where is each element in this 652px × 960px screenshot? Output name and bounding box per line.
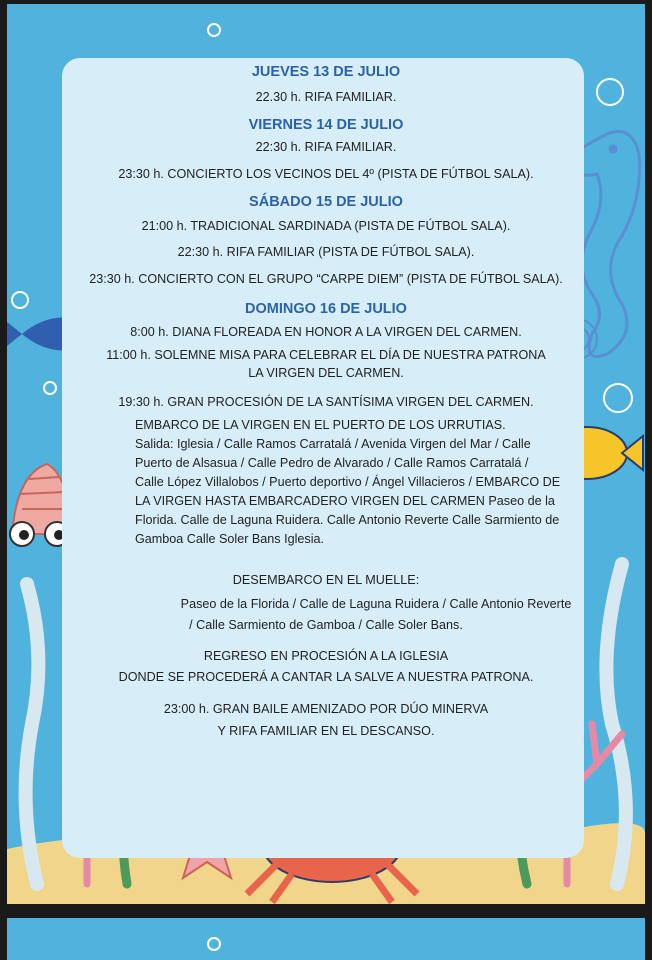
event-line: 8:00 h. DIANA FLOREADA EN HONOR A LA VIRGEN DEL CARMEN. — [130, 325, 522, 339]
event-line: LA VIRGEN DEL CARMEN. — [248, 366, 404, 380]
event-line: 22.30 h. RIFA FAMILIAR. — [255, 90, 397, 104]
event-line: 22:30 h. RIFA FAMILIAR. — [255, 140, 397, 154]
event-line: 22:30 h. RIFA FAMILIAR (PISTA DE FÚTBOL SALA). — [177, 245, 475, 259]
desembarco-title: DESEMBARCO EN EL MUELLE: — [232, 573, 420, 587]
event-line: 11:00 h. SOLEMNE MISA PARA CELEBRAR EL DÍA DE NUESTRA PATRONA — [106, 348, 546, 362]
embarco-line: Florida. Calle de Laguna Ruidera. Calle Antonio Reverte Calle Sarmiento de — [135, 513, 560, 527]
embarco-line: Puerto de Alsasua / Calle Pedro de Alvarado / Calle Ramos Carratalá / — [135, 456, 529, 470]
poster — [7, 4, 645, 904]
day-heading-sabado: SÁBADO 15 DE JULIO — [249, 194, 403, 210]
desembarco-line: / Calle Sarmiento de Gamboa / Calle Soler Bans. — [189, 618, 463, 632]
baile-line: Y RIFA FAMILIAR EN EL DESCANSO. — [217, 724, 435, 738]
day-heading-jueves: JUEVES 13 DE JULIO — [251, 64, 401, 80]
desembarco-line: Paseo de la Florida / Calle de Laguna Ruidera / Calle Antonio Reverte — [180, 597, 572, 611]
baile-line: 23:00 h. GRAN BAILE AMENIZADO POR DÚO MINERVA — [163, 702, 489, 716]
next-poster-top — [7, 918, 645, 960]
regreso-line: DONDE SE PROCEDERÁ A CANTAR LA SALVE A NUESTRA PATRONA. — [118, 670, 534, 684]
event-line: 23:30 h. CONCIERTO LOS VECINOS DEL 4º (PISTA DE FÚTBOL SALA). — [118, 167, 534, 181]
embarco-line: LA VIRGEN HASTA EMBARCADERO VIRGEN DEL CARMEN Paseo de la — [135, 494, 555, 508]
regreso-line: REGRESO EN PROCESIÓN A LA IGLESIA — [203, 649, 449, 663]
embarco-line: Salida: Iglesia / Calle Ramos Carratalá / Avenida Virgen del Mar / Calle — [135, 437, 531, 451]
event-line: 19:30 h. GRAN PROCESIÓN DE LA SANTÍSIMA VIRGEN DEL CARMEN. — [118, 395, 534, 409]
embarco-line: EMBARCO DE LA VIRGEN EN EL PUERTO DE LOS URRUTIAS. — [135, 418, 506, 432]
day-heading-domingo: DOMINGO 16 DE JULIO — [245, 301, 407, 317]
event-line: 23:30 h. CONCIERTO CON EL GRUPO “CARPE DIEM” (PISTA DE FÚTBOL SALA). — [89, 272, 563, 286]
embarco-line: Calle López Villalobos / Puerto deportivo / Ángel Villacieros / EMBARCO DE — [135, 475, 561, 489]
day-heading-viernes: VIERNES 14 DE JULIO — [248, 117, 404, 133]
bubble-icon — [208, 938, 220, 950]
embarco-line: Gamboa Calle Soler Bans Iglesia. — [135, 532, 325, 546]
embarco-block — [135, 416, 560, 549]
event-line: 21:00 h. TRADICIONAL SARDINADA (PISTA DE FÚTBOL SALA). — [141, 219, 511, 233]
next-poster-decoration — [7, 918, 645, 960]
